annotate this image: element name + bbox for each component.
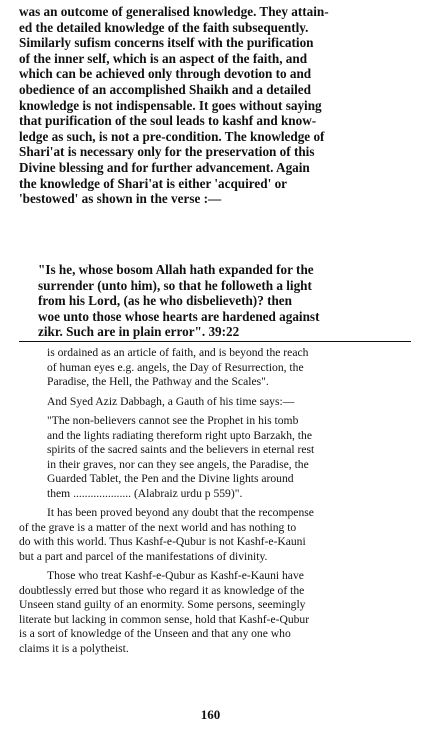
footnote-quote-line: and the lights radiating thereform right upto Barzakh, the (47, 428, 312, 442)
text-line: 'bestowed' as shown in the verse :— (19, 191, 222, 207)
text-line: ed the detailed knowledge of the faith subsequently. (19, 19, 309, 35)
verse-quote (38, 262, 410, 340)
text-line: was an outcome of generalised knowledge. They attain- (19, 4, 329, 19)
footnote-paragraph-line: claims it is a polytheist. (19, 641, 129, 655)
footnote-intro: And Syed Aziz Dabbagh, a Gauth of his time says:— (47, 394, 295, 408)
footnote-paragraph-line: but a part and parcel of the manifestations of divinity. (19, 549, 268, 563)
text-line: the knowledge of Shari'at is either 'acquired' or (19, 175, 288, 191)
footnote-paragraph-line: of the grave is a matter of the next world and has nothing to (19, 520, 297, 534)
footnote-paragraph-line: Unseen stand guilty of an enormity. Some persons, seemingly (19, 598, 306, 611)
text-line: ledge as such, is not a pre-condition. The knowledge of (19, 128, 325, 144)
verse-line: zikr. Such are in plain error". 39:22 (38, 324, 240, 340)
page-number: 160 (200, 707, 221, 722)
verse-line: woe unto those whose hearts are hardened against (38, 308, 320, 324)
footnote-paragraph-line: Those who treat Kashf-e-Qubur as Kashf-e-Kauni have (47, 569, 304, 582)
footnote-paragraph-line: literate but lacking in common sense, hold that Kashf-e-Qubur (19, 612, 310, 626)
text-line: of the inner self, which is an aspect of the faith, and (19, 50, 308, 66)
footnote-paragraph-line: do with this world. Thus Kashf-e-Qubur is not Kashf-e-Kauni (19, 535, 306, 548)
footnote-section (19, 346, 411, 656)
footnote-divider (19, 341, 411, 342)
footnote-paragraph-line: doubtlessly erred but those who regard it as knowledge of the (19, 583, 305, 597)
footnote-quote-line: spirits of the sacred saints and the believers in eternal rest (47, 443, 315, 456)
verse-line: "Is he, whose bosom Allah hath expanded for the (38, 262, 314, 277)
text-line: Shari'at is necessary only for the preservation of this (19, 144, 315, 160)
text-line: which can be achieved only through devotion to and (19, 66, 312, 82)
footnote-line: of human eyes e.g. angels, the Day of Resurrection, the (47, 360, 304, 374)
text-line: that purification of the soul leads to kashf and know- (19, 113, 317, 129)
footnote-line: is ordained as an article of faith, and is beyond the reach (47, 346, 309, 359)
text-line: knowledge is not indispensable. It goes without saying (19, 97, 322, 113)
main-paragraph (19, 4, 411, 207)
text-line: Similarly sufism concerns itself with the purification (19, 35, 314, 51)
footnote-quote-line: Guarded Tablet, the Pen and the Divine lights around (47, 472, 294, 485)
footnote-quote-line: "The non-believers cannot see the Prophet in his tomb (47, 414, 299, 427)
text-line: Divine blessing and for further advancement. Again (19, 159, 310, 175)
footnote-line: Paradise, the Hell, the Pathway and the Scales". (47, 375, 269, 388)
footnote-paragraph-line: It has been proved beyond any doubt that the recompense (47, 506, 314, 519)
footnote-paragraph-line: is a sort of knowledge of the Unseen and that any one who (19, 627, 291, 640)
verse-line: from his Lord, (as he who disbelieveth)? then (38, 293, 292, 309)
text-line: obedience of an accomplished Shaikh and a detailed (19, 81, 311, 97)
verse-line: surrender (unto him), so that he followeth a light (38, 277, 312, 293)
footnote-quote-line: in their graves, nor can they see angels, the Paradise, the (47, 457, 309, 471)
footnote-quote-line: them .................... (Alabraiz urdu p 559)". (47, 486, 243, 500)
